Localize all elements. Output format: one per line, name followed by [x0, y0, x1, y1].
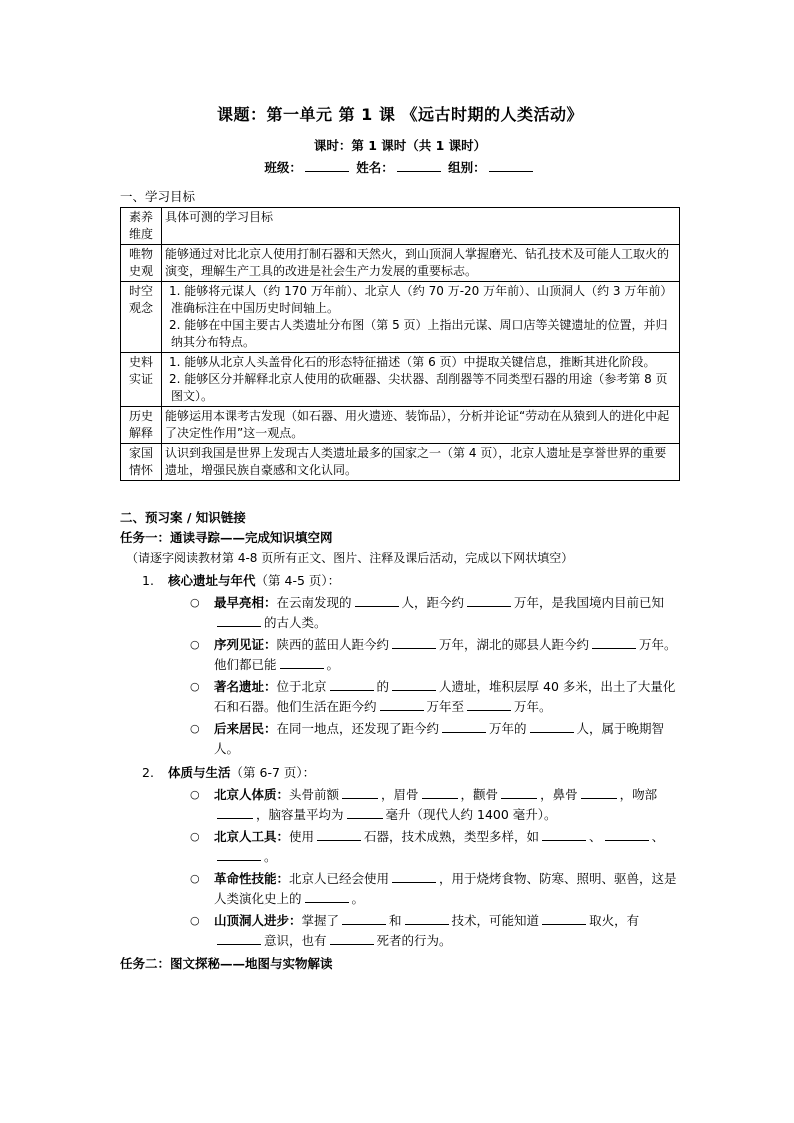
- fill-blank[interactable]: [217, 806, 253, 819]
- lesson-time: 课时：第 1 课时（共 1 课时）: [313, 138, 487, 153]
- fill-list: [120, 593, 680, 759]
- fill-blank[interactable]: [467, 594, 511, 607]
- fill-blank[interactable]: [305, 890, 349, 903]
- fill-blank[interactable]: [280, 656, 324, 669]
- goal-line: 1. 能够将元谋人（约 170 万年前）、北京人（约 70 万-20 万年前）、山顶洞人（约 3 万年前）准确标注在中国历史时间轴上。: [169, 284, 673, 315]
- list-item: ○ 革命性技能：北京人已经会使用 ，用于烧烤食物、防寒、照明、驱兽，这是人类演化史上的 。: [190, 871, 677, 906]
- fill-blank[interactable]: [330, 678, 374, 691]
- table-row: [121, 407, 680, 444]
- fill-blank[interactable]: [442, 720, 486, 733]
- goal-line: 能够通过对比北京人使用打制石器和天然火，到山顶洞人掌握磨光、钻孔技术及可能人工取火的演变，理解生产工具的改进是社会生产力发展的重要标志。: [165, 247, 670, 278]
- topic-pages: （第 4-5 页）：: [255, 573, 341, 588]
- dimension-cell: 唯物史观: [121, 245, 162, 282]
- fill-blank[interactable]: [217, 932, 261, 945]
- goal-cell: [162, 444, 680, 481]
- topic-number: 2.: [142, 765, 154, 780]
- list-item: ○ 北京人体质：头骨前额 ，眉骨 ，颧骨 ，鼻骨 ，吻部，脑容量平均为 毫升（现代人约 1400 毫升）。: [190, 787, 658, 822]
- table-row: [121, 245, 680, 282]
- student-info-line: [120, 158, 680, 178]
- task1-instruction: （请逐字阅读教材第 4-8 页所有正文、图片、注释及课后活动，完成以下网状填空）: [126, 551, 574, 565]
- circle-bullet-icon: ○: [190, 830, 200, 843]
- header-dimension: 素养维度: [121, 208, 162, 245]
- fill-blank[interactable]: [392, 870, 436, 883]
- fill-blank[interactable]: [542, 912, 586, 925]
- topic-heading: [142, 763, 680, 783]
- goal-cell: [162, 245, 680, 282]
- table-row: [121, 353, 680, 407]
- fill-blank[interactable]: [380, 698, 424, 711]
- circle-bullet-icon: ○: [190, 638, 200, 651]
- goal-line: 认识到我国是世界上发现古人类遗址最多的国家之一（第 4 页），北京人遗址是享誉世界的重要遗址，增强民族自豪感和文化认同。: [165, 446, 667, 477]
- fill-blank[interactable]: [422, 786, 458, 799]
- group-label: 组别：: [448, 160, 486, 175]
- header-goal: 具体可测的学习目标: [162, 208, 680, 245]
- circle-bullet-icon: ○: [190, 914, 200, 927]
- circle-bullet-icon: ○: [190, 680, 200, 693]
- goal-line: 2. 能够区分并解释北京人使用的砍砸器、尖状器、刮削器等不同类型石器的用途（参考第 8 页图文）。: [169, 372, 668, 403]
- fill-blank[interactable]: [530, 720, 574, 733]
- group-blank[interactable]: [489, 159, 533, 172]
- dimension-cell: 时空观念: [121, 282, 162, 353]
- table-row: [121, 282, 680, 353]
- list-item: ○ 北京人工具：使用 石器，技术成熟，类型多样，如 、 、。: [190, 829, 665, 864]
- fill-blank[interactable]: [592, 636, 636, 649]
- dimension-cell: 历史解释: [121, 407, 162, 444]
- fill-blank[interactable]: [342, 786, 378, 799]
- fill-blank[interactable]: [217, 848, 261, 861]
- task1-heading: 任务一：通读寻踪——完成知识填空网: [120, 530, 333, 545]
- topic-pages: （第 6-7 页）：: [230, 765, 316, 780]
- fill-blank[interactable]: [501, 786, 537, 799]
- task2-heading: 任务二：图文探秘——地图与实物解读: [120, 956, 333, 971]
- list-item: ○ 后来居民：在同一地点，还发现了距今约 万年的 人，属于晚期智人。: [190, 721, 665, 756]
- goal-line: 1. 能够从北京人头盖骨化石的形态特征描述（第 6 页）中提取关键信息，推断其进化阶段。: [169, 355, 656, 369]
- circle-bullet-icon: ○: [190, 722, 200, 735]
- list-item: ○ 最早亮相：在云南发现的 人，距今约 万年，是我国境内目前已知的古人类。: [190, 595, 665, 630]
- name-label: 姓名：: [356, 160, 394, 175]
- dimension-cell: 史料实证: [121, 353, 162, 407]
- fill-blank[interactable]: [317, 828, 361, 841]
- topic-title: 核心遗址与年代: [168, 573, 256, 588]
- dimension-cell: 家国情怀: [121, 444, 162, 481]
- fill-blank[interactable]: [542, 828, 586, 841]
- class-label: 班级：: [264, 160, 302, 175]
- class-blank[interactable]: [305, 159, 349, 172]
- fill-blank[interactable]: [405, 912, 449, 925]
- worksheet-page: [120, 100, 680, 973]
- list-item: ○ 序列见证：陕西的蓝田人距今约 万年，湖北的郧县人距今约 万年。他们都已能 。: [190, 637, 677, 672]
- goal-cell: [162, 407, 680, 444]
- fill-blank[interactable]: [605, 828, 649, 841]
- name-blank[interactable]: [397, 159, 441, 172]
- list-item: ○ 著名遗址：位于北京 的 人遗址，堆积层厚 40 多米，出土了大量化石和石器。他们生活在距今约 万年至 万年。: [190, 679, 676, 714]
- fill-list: [120, 785, 680, 951]
- topic-heading: [142, 571, 680, 591]
- fill-blank[interactable]: [330, 932, 374, 945]
- goal-cell: [162, 353, 680, 407]
- section-heading-preview: 二、预习案 / 知识链接: [120, 510, 246, 525]
- section-heading-goals: 一、学习目标: [120, 189, 196, 204]
- fill-blank[interactable]: [342, 912, 386, 925]
- fill-blank[interactable]: [217, 614, 261, 627]
- circle-bullet-icon: ○: [190, 596, 200, 609]
- fill-blank[interactable]: [467, 698, 511, 711]
- fill-blank[interactable]: [355, 594, 399, 607]
- fill-blank[interactable]: [392, 678, 436, 691]
- page-title: 课题：第一单元 第 1 课 《远古时期的人类活动》: [217, 105, 583, 124]
- fill-blank[interactable]: [347, 806, 383, 819]
- table-row: [121, 444, 680, 481]
- circle-bullet-icon: ○: [190, 788, 200, 801]
- fill-blank[interactable]: [581, 786, 617, 799]
- circle-bullet-icon: ○: [190, 872, 200, 885]
- list-item: ○ 山顶洞人进步：掌握了 和 技术，可能知道 取火，有意识，也有 死者的行为。: [190, 913, 640, 948]
- topic-title: 体质与生活: [168, 765, 231, 780]
- goal-cell: [162, 282, 680, 353]
- fill-blank[interactable]: [392, 636, 436, 649]
- goal-line: 能够运用本课考古发现（如石器、用火遗迹、装饰品），分析并论证“劳动在从猿到人的进化中起了决定性作用”这一观点。: [165, 409, 670, 440]
- table-header-row: [121, 208, 680, 245]
- learning-goals-table: [120, 207, 680, 481]
- topic-number: 1.: [142, 573, 154, 588]
- goal-line: 2. 能够在中国主要古人类遗址分布图（第 5 页）上指出元谋、周口店等关键遗址的位置，并归纳其分布特点。: [169, 318, 668, 349]
